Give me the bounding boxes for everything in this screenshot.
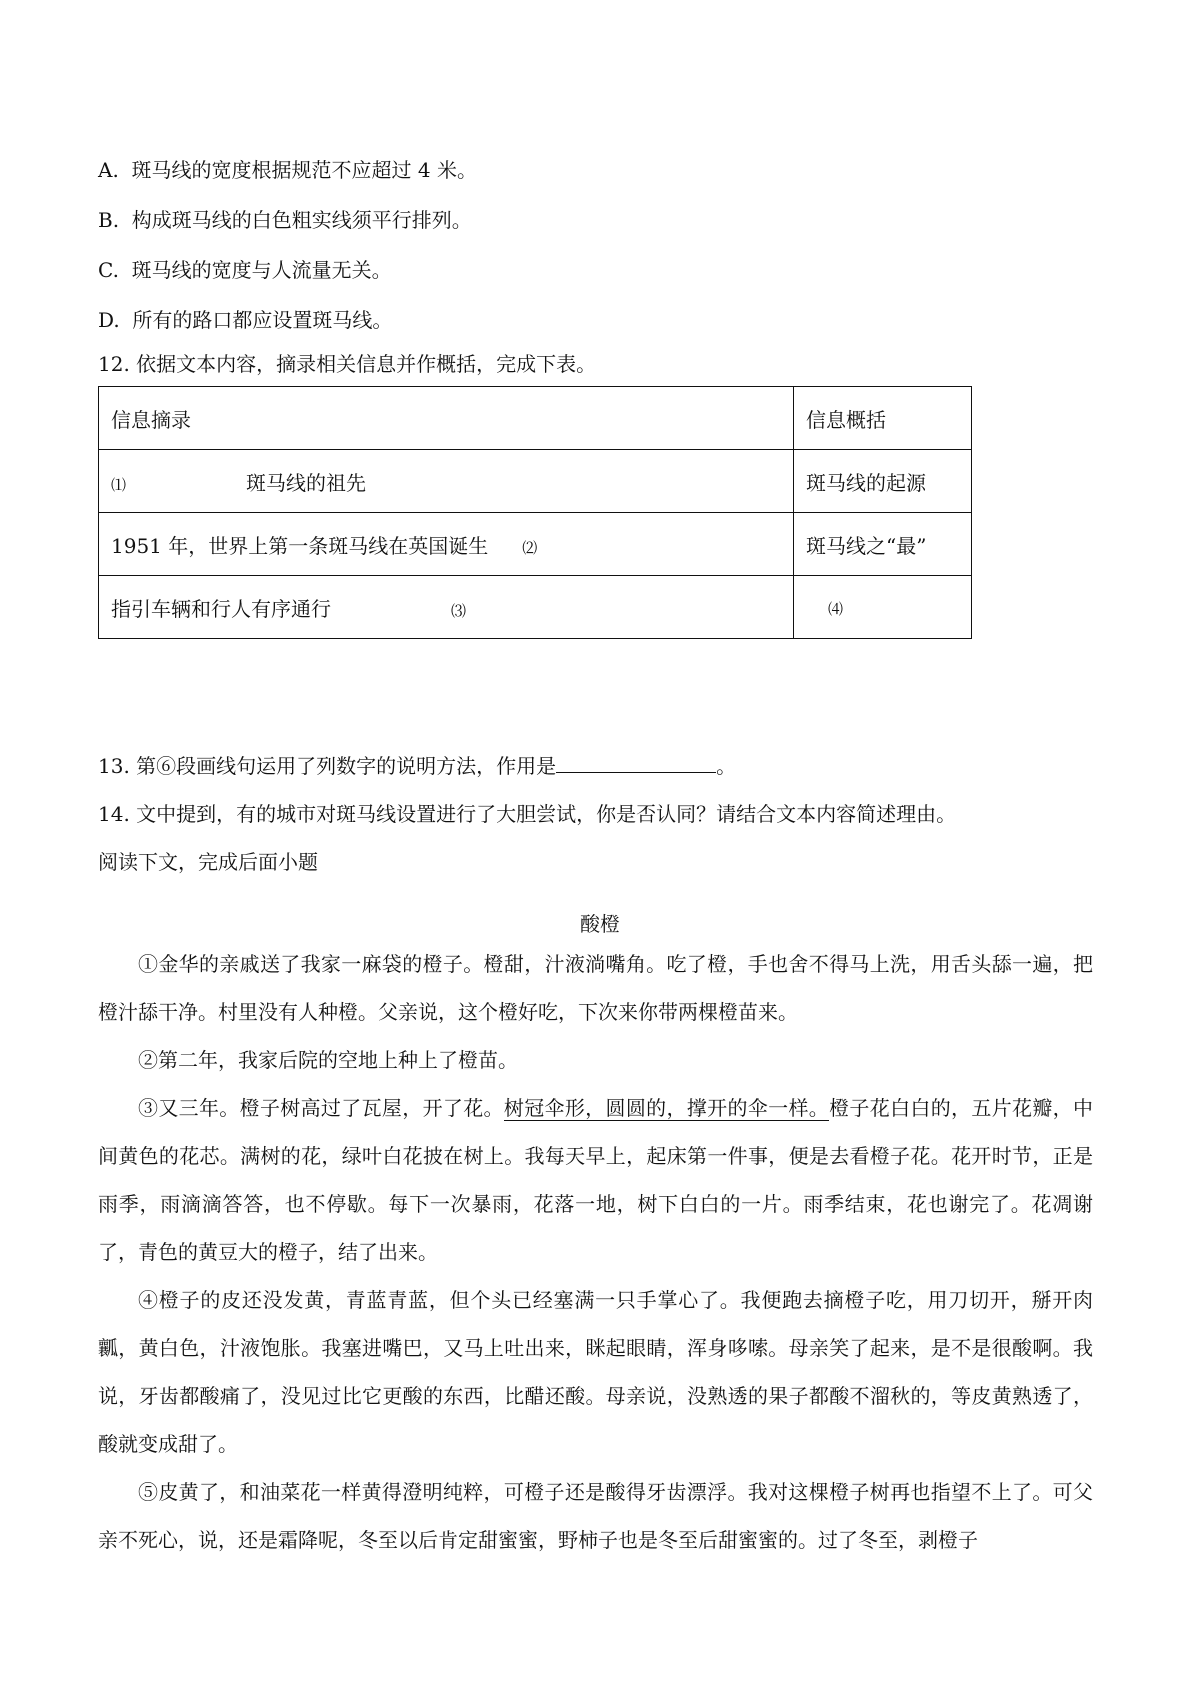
blank-number: ⑶ [451, 601, 467, 620]
article-title: 酸橙 [580, 912, 620, 936]
underlined-sentence: 树冠伞形，圆圆的，撑开的伞一样。 [503, 1096, 830, 1120]
table-cell-summary: 斑马线之“最” [794, 513, 972, 576]
option-d [98, 306, 392, 334]
question-12: 12. 依据文本内容，摘录相关信息并作概括，完成下表。 [98, 352, 597, 376]
blank-number: ⑵ [522, 538, 538, 557]
answer-blank[interactable] [556, 754, 716, 773]
table-header-summary: 信息概括 [794, 387, 972, 450]
question-14: 14. 文中提到，有的城市对斑马线设置进行了大胆尝试，你是否认同？请结合文本内容简述理由。 [98, 802, 957, 826]
table-cell-summary [794, 576, 972, 639]
paragraph-2: ②第二年，我家后院的空地上种上了橙苗。 [138, 1048, 518, 1072]
option-text: 斑马线的宽度与人流量无关。 [131, 258, 392, 282]
paragraph-5: ⑤皮黄了，和油菜花一样黄得澄明纯粹，可橙子还是酸得牙齿漂浮。我对这棵橙子树再也指望不上了。可父亲不死心，说，还是霜降呢，冬至以后肯定甜蜜蜜，野柿子也是冬至后甜蜜蜜的。过了冬至，剥橙子 [98, 1480, 1093, 1552]
table-cell-excerpt [99, 450, 794, 513]
excerpt-text: 1951 年，世界上第一条斑马线在英国诞生 [111, 533, 489, 558]
blank-number: ⑷ [828, 600, 844, 618]
question-13-text: 13. 第⑥段画线句运用了列数字的说明方法，作用是 [98, 754, 557, 778]
table-header-row [99, 387, 972, 450]
excerpt-text: 指引车辆和行人有序通行 [111, 596, 331, 621]
question-13 [98, 752, 736, 780]
question-13-end: 。 [716, 754, 737, 778]
option-letter: D. [98, 308, 120, 332]
blank-number: ⑴ [111, 475, 127, 494]
option-letter: C. [98, 258, 119, 282]
paragraph-4: ④橙子的皮还没发黄，青蓝青蓝，但个头已经塞满一只手掌心了。我便跑去摘橙子吃，用刀切开，掰开肉瓤，黄白色，汁液饱胀。我塞进嘴巴，又马上吐出来，眯起眼睛，浑身哆嗦。母亲笑了起来，是不是很酸啊。我说，牙齿都酸痛了，没见过比它更酸的东西，比醋还酸。母亲说，没熟透的果子都酸不溜秋的，等皮黄熟透了，酸就变成甜了。 [98, 1288, 1093, 1456]
paragraph-1: ①金华的亲戚送了我家一麻袋的橙子。橙甜，汁液淌嘴角。吃了橙，手也舍不得马上洗，用舌头舔一遍，把橙汁舔干净。村里没有人种橙。父亲说，这个橙好吃，下次来你带两棵橙苗来。 [98, 952, 1093, 1024]
table-header-excerpt: 信息摘录 [99, 387, 794, 450]
table-row [99, 576, 972, 639]
paragraph-3-start: ③又三年。橙子树高过了瓦屋，开了花。 [138, 1096, 504, 1120]
option-c [98, 256, 392, 284]
option-letter: B. [98, 208, 120, 232]
option-text: 所有的路口都应设置斑马线。 [132, 308, 393, 332]
option-letter: A. [98, 158, 119, 182]
paragraph-3 [98, 1084, 1093, 1276]
table-cell-excerpt [99, 513, 794, 576]
table-row [99, 450, 972, 513]
info-table [98, 386, 972, 639]
option-a [98, 156, 477, 184]
excerpt-text: 斑马线的祖先 [246, 470, 367, 495]
table-cell-excerpt [99, 576, 794, 639]
option-b [98, 206, 472, 234]
table-row [99, 513, 972, 576]
option-text: 构成斑马线的白色粗实线须平行排列。 [131, 208, 472, 232]
paragraph-3-rest: 橙子花白白的，五片花瓣，中间黄色的花芯。满树的花，绿叶白花披在树上。我每天早上，起床第一件事，便是去看橙子花。花开时节，正是雨季，雨滴滴答答，也不停歇。每下一次暴雨，花落一地，树下白白的一片。雨季结束，花也谢完了。花凋谢了，青色的黄豆大的橙子，结了出来。 [98, 1096, 1094, 1264]
option-text: 斑马线的宽度根据规范不应超过 4 米。 [131, 158, 477, 182]
table-cell-summary: 斑马线的起源 [794, 450, 972, 513]
reading-instruction: 阅读下文，完成后面小题 [98, 850, 318, 874]
